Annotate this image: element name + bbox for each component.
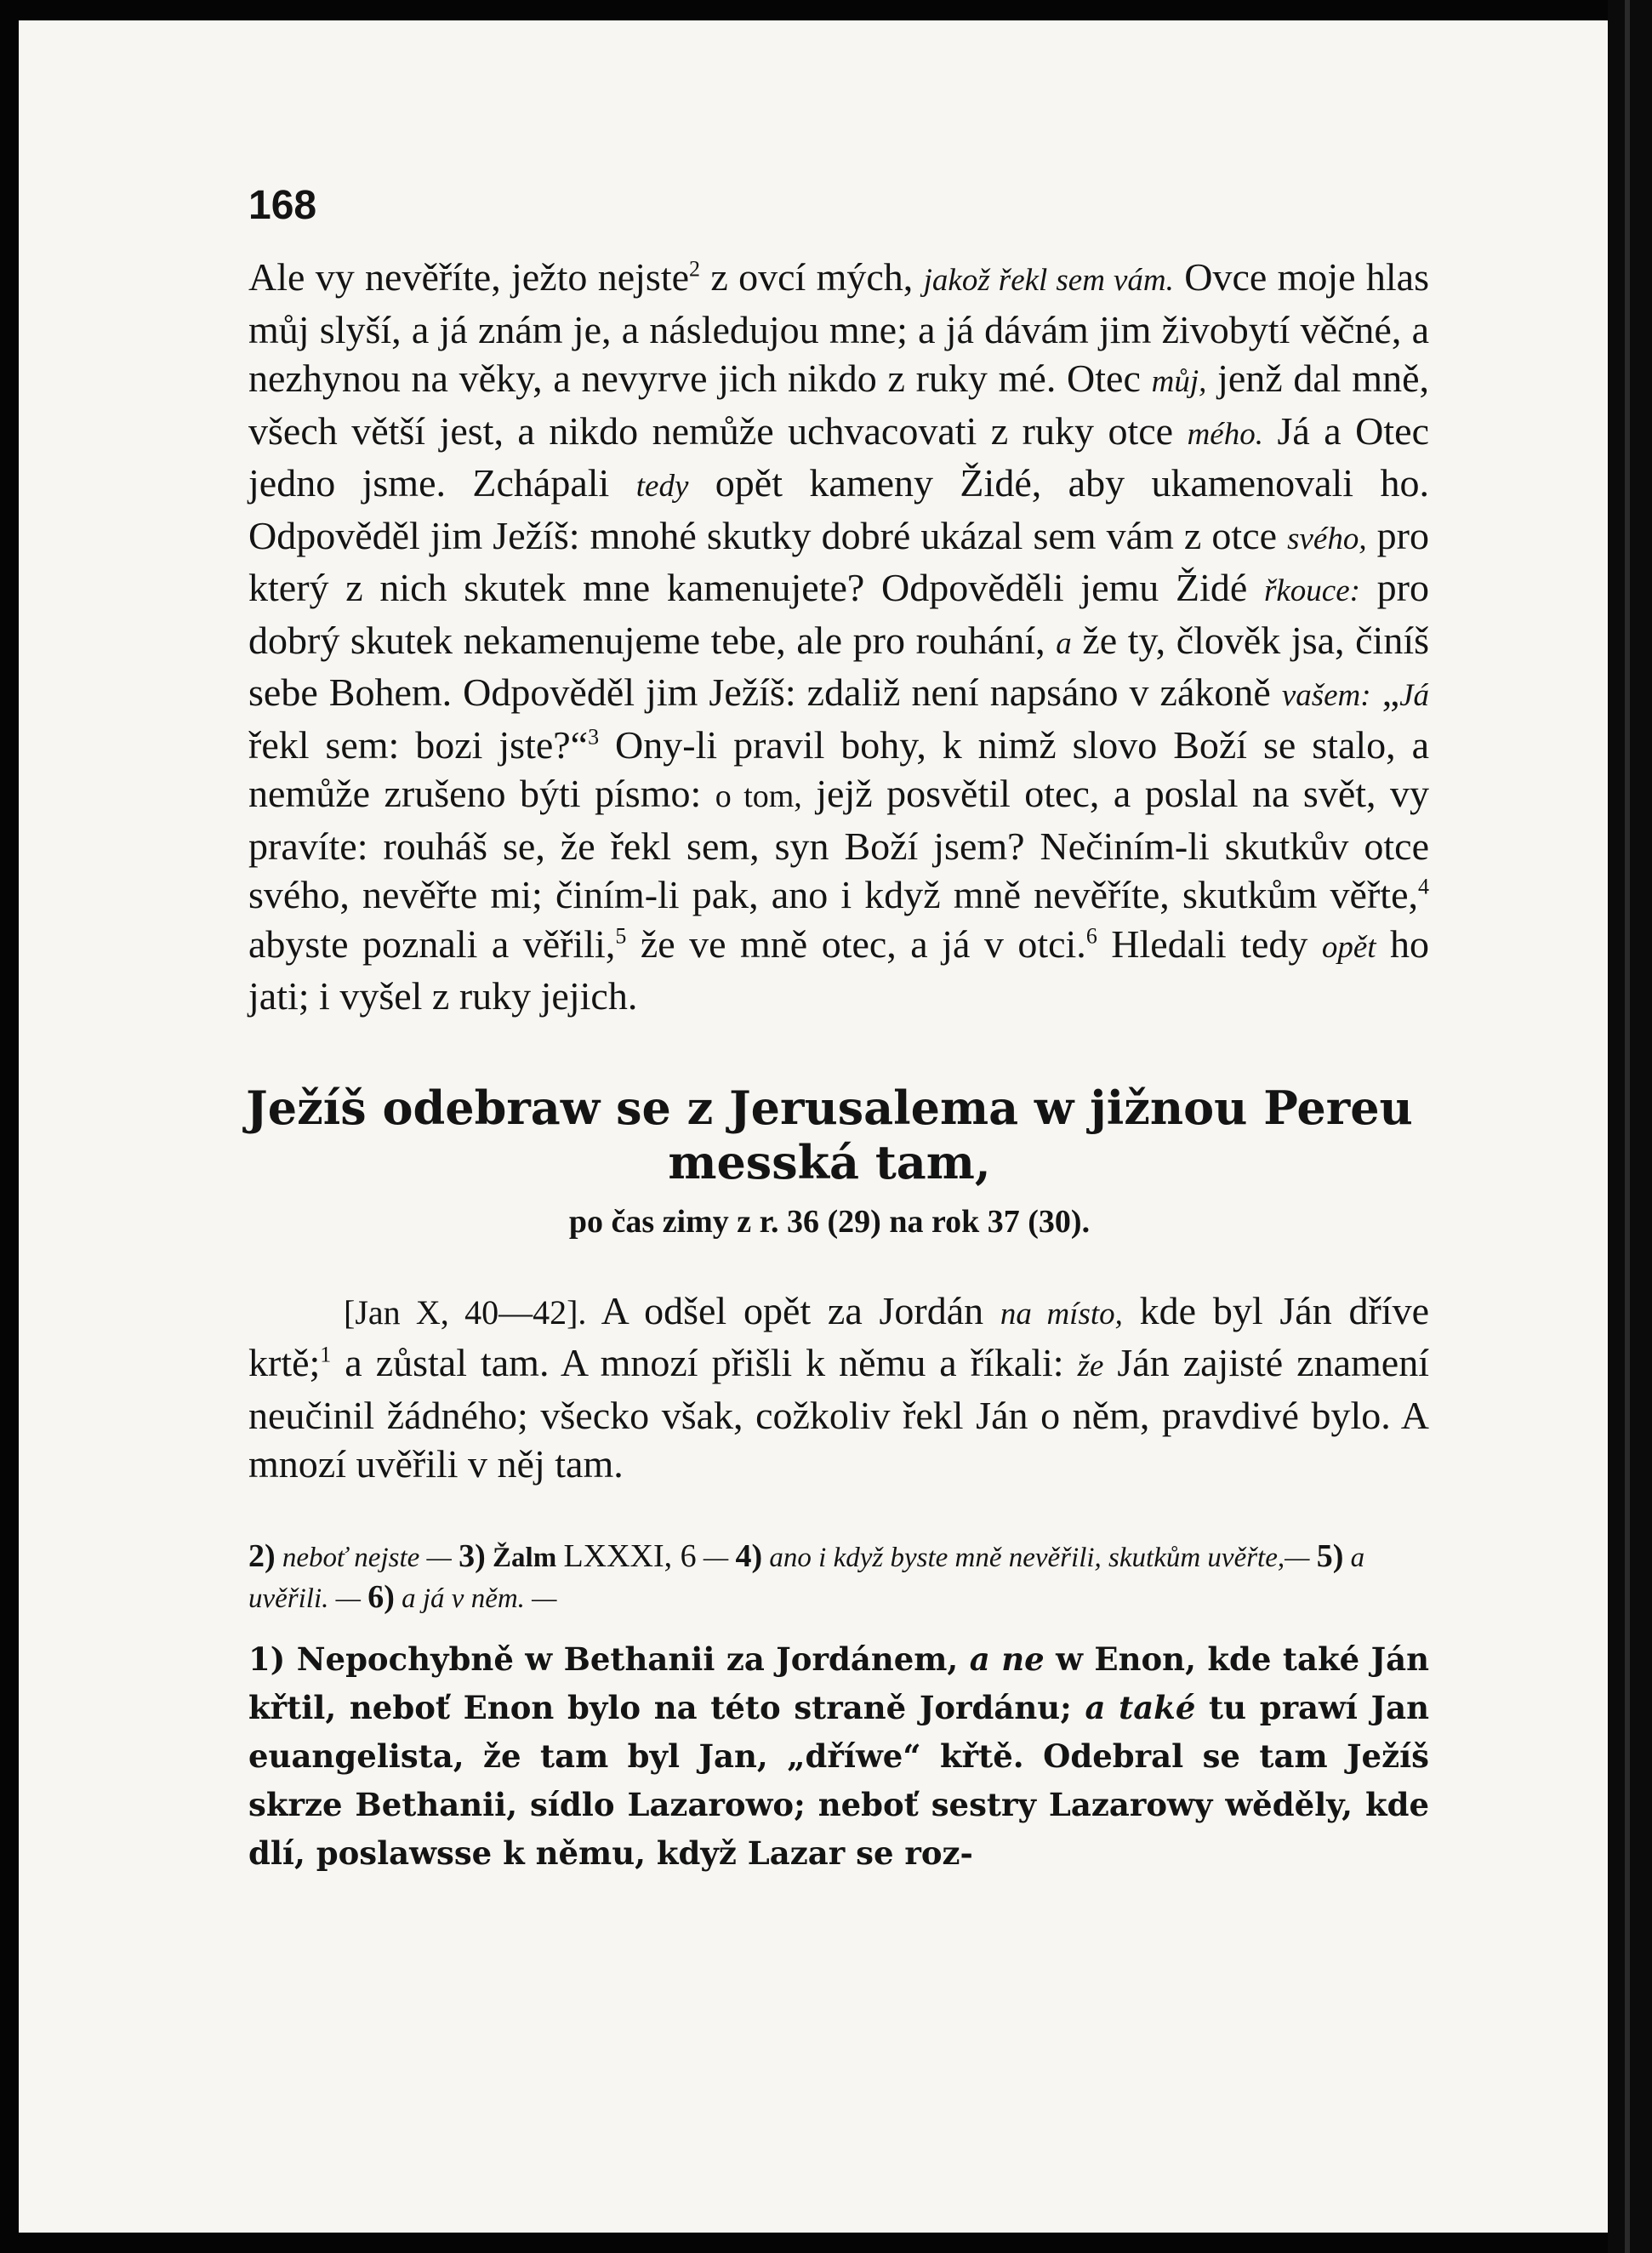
section-heading — [230, 1081, 1429, 1189]
text-run: ho jati; i vyšel z ruky jejich. — [248, 921, 1430, 1018]
text-run: A odšel opět za Jordán — [586, 1288, 1000, 1332]
footnote-ref-1: 1 — [320, 1342, 332, 1367]
footnote-ref-6: 6 — [1085, 923, 1097, 949]
footnote-ref-4: 4 — [1418, 874, 1429, 899]
italic-run: můj, — [1151, 364, 1207, 399]
footnote-text: — — [696, 1542, 736, 1573]
footnote-1 — [248, 1635, 1429, 1878]
text-run: Hledali tedy — [1097, 921, 1322, 966]
footnote-text: Žalm — [485, 1542, 564, 1573]
book-page — [19, 20, 1608, 2233]
note-text: tu prawí Jan euangelista, že tam byl Jan, „dříwe“ křtě. Odebral se tam Ježíš skrze Bethanii, sídlo Lazarowo; neboť sestry Lazarowy wěděly, kde dlí, poslawsse k němu, když Lazar se roz- — [248, 1688, 1429, 1872]
text-run: pro který z nich skutek mne kamenujete? Odpověděli jemu Židé — [248, 513, 1429, 609]
section-subheading: po čas zimy z r. 36 (29) na rok 37 (30). — [568, 1203, 1091, 1240]
note-italic: a ne — [969, 1640, 1045, 1678]
page-number: 168 — [248, 183, 317, 228]
section-paragraph — [248, 1286, 1429, 1489]
text-run: že ve mně otec, a já v otci. — [626, 921, 1086, 966]
main-paragraph — [248, 253, 1429, 1021]
italic-run: vašem: — [1281, 678, 1371, 713]
text-run: jenž dal mně, všech větší jest, a nikdo nemůže uchvacovati z ruky otce — [248, 356, 1430, 453]
text-run: jejž posvětil otec, a poslal na svět, vy pravíte: rouháš se, že řekl sem, syn Boží jsem? Nečiním-li skutkův otce svého, nevěřte mi; činím-li pak, ano i když mně nevěříte, skutkům věřte, — [248, 772, 1429, 916]
footnote-number: 2) — [248, 1537, 276, 1574]
scan-border-right — [1608, 0, 1652, 2253]
italic-run: a — [1056, 625, 1072, 661]
heading-line-1: Ježíš odebraw se z Jerusalema w jižnou Pereu — [246, 1080, 1413, 1135]
italic-run: jakož řekl sem vám. — [923, 263, 1174, 298]
text-run: Ony-li pravil bohy, k nimž slovo Boží se stalo, a nemůže zrušeno býti písmo: — [248, 722, 1429, 815]
scripture-reference: [Jan X, 40—42]. — [344, 1292, 587, 1332]
footnotes-block — [248, 1537, 1429, 1618]
italic-run: Já — [1399, 678, 1429, 713]
footnote-ref-5: 5 — [615, 923, 627, 949]
text-run: a zůstal tam. A mnozí přišli k němu a říkali: — [331, 1341, 1078, 1384]
text-run: Ovce moje hlas můj slyší, a já znám je, a následujou mne; a já dávám jim živobytí věčné, a nezhynou na věky, a nevyrve jich nikdo z ruky mé. Otec — [248, 255, 1429, 400]
italic-run: že — [1077, 1349, 1104, 1383]
text-run: že ty, člověk jsa, činíš sebe Bohem. Odpověděl jim Ježíš: zdaliž není napsáno v zákoně — [248, 618, 1430, 714]
footnote-number: 5) — [1316, 1537, 1344, 1574]
text-run: pro dobrý skutek nekamenujeme tebe, ale pro rouhání, — [248, 566, 1429, 662]
italic-run: svého, — [1287, 521, 1367, 556]
heading-line-2: messká tam, — [668, 1134, 991, 1189]
footnote-text: a já v něm. — — [394, 1583, 557, 1614]
italic-run: opět — [1321, 929, 1376, 965]
text-run: kde byl Ján dříve krtě; — [248, 1288, 1429, 1384]
text-run: o tom, — [715, 779, 802, 814]
note-italic: a také — [1085, 1688, 1196, 1726]
text-run: řekl sem: bozi jste?“ — [248, 722, 589, 767]
footnote-number: 6) — [367, 1578, 395, 1615]
text-run: Ján zajisté znamení neučinil žádného; všecko však, cožkoliv řekl Ján o něm, pravdivé bylo. A mnozí uvěřili v něj tam. — [248, 1341, 1430, 1486]
text-run: z ovcí mých, — [700, 255, 924, 299]
page-fold-line — [1625, 0, 1630, 2253]
footnote-text: ano i když byste mně nevěřili, skutkům uvěřte,— — [762, 1542, 1317, 1573]
page-content — [230, 182, 1429, 1878]
footnote-text: LXXXI, 6 — [563, 1537, 697, 1574]
note-text: w Enon, kde také Ján křtil, neboť Enon bylo na této straně Jordánu; — [248, 1640, 1429, 1726]
text-run: abyste poznali a věřili, — [248, 921, 616, 966]
italic-run: na místo, — [1000, 1296, 1123, 1332]
footnote-number: 4) — [735, 1537, 763, 1574]
note-text: 1) Nepochybně w Bethanii za Jordánem, — [248, 1640, 970, 1678]
text-run: opět kameny Židé, aby ukamenovali ho. Odpověděl jim Ježíš: mnohé skutky dobré ukázal sem vám z otce — [248, 461, 1429, 557]
text-run: Ale vy nevěříte, ježto nejste — [248, 255, 690, 299]
footnote-text: neboť nejste — — [275, 1542, 459, 1573]
footnote-ref-2: 2 — [689, 256, 701, 282]
footnote-number: 3) — [459, 1537, 486, 1574]
text-run: „ — [1370, 670, 1400, 714]
footnote-ref-3: 3 — [588, 724, 600, 750]
text-run: Já a Otec jedno jsme. Zchápali — [248, 408, 1429, 505]
italic-run: tedy — [635, 469, 689, 504]
italic-run: řkouce: — [1263, 573, 1360, 608]
italic-run: mého. — [1187, 416, 1263, 452]
footnote-text: a uvěřili. — — [248, 1542, 1365, 1614]
